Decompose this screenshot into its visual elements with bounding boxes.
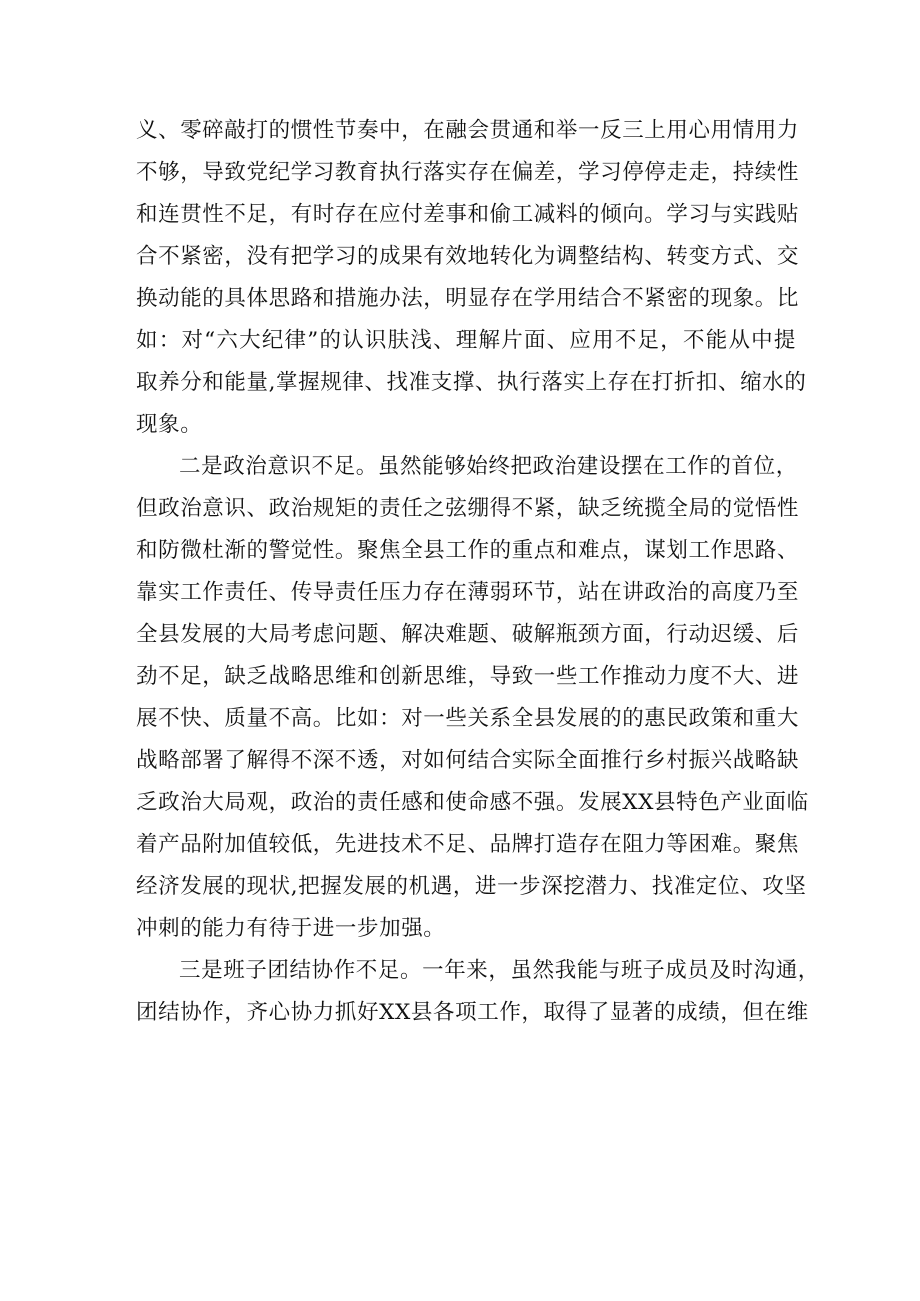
text-line: 靠实工作责任、传导责任压力存在薄弱环节，站在讲政治的高度乃至 [136,580,800,605]
paragraph-1 [136,110,807,446]
text-line: 劲不足，缺乏战略思维和创新思维，导致一些工作推动力度不大、进 [136,664,800,689]
text-line: 和防微杜渐的警觉性。聚焦全县工作的重点和难点，谋划工作思路、 [136,538,800,563]
text-line: 不够，导致党纪学习教育执行落实存在偏差，学习停停走走，持续性 [136,160,800,185]
text-line: 团结协作，齐心协力抓好XX县各项工作，取得了显著的成绩，但在维 [136,1000,809,1025]
text-line: 冲刺的能力有待于进一步加强。 [136,916,446,941]
text-line: 战略部署了解得不深不透，对如何结合实际全面推行乡村振兴战略缺 [136,748,800,773]
text-line: 和连贯性不足，有时存在应付差事和偷工减料的倾向。学习与实践贴 [136,202,800,227]
text-line: 三是班子团结协作不足。一年来，虽然我能与班子成员及时沟通， [179,958,820,983]
text-line: 但政治意识、政治规矩的责任之弦绷得不紧，缺乏统揽全局的觉悟性 [136,496,800,521]
text-line: 取养分和能量,掌握规律、找准支撑、执行落实上存在打折扣、缩水的 [136,370,807,395]
body-text [136,110,820,1034]
text-line: 着产品附加值较低，先进技术不足、品牌打造存在阻力等困难。聚焦 [136,832,800,857]
text-line: 合不紧密，没有把学习的成果有效地转化为调整结构、转变方式、交 [136,244,800,269]
text-line: 现象。 [136,412,203,437]
text-line: 全县发展的大局考虑问题、解决难题、破解瓶颈方面，行动迟缓、后 [136,622,800,647]
text-line: 展不快、质量不高。比如：对一些关系全县发展的的惠民政策和重大 [136,706,800,731]
text-line: 义、零碎敲打的惯性节奏中，在融会贯通和举一反三上用心用情用力 [136,118,800,143]
paragraph-3 [136,950,820,1034]
text-line: 换动能的具体思路和措施办法，明显存在学用结合不紧密的现象。比 [136,286,800,311]
text-line: 二是政治意识不足。虽然能够始终把政治建设摆在工作的首位， [179,454,798,479]
text-line: 乏政治大局观，政治的责任感和使命感不强。发展XX县特色产业面临 [136,790,809,815]
paragraph-2 [136,446,809,950]
text-line: 如：对“六大纪律”的认识肤浅、理解片面、应用不足，不能从中提 [136,328,796,353]
text-line: 经济发展的现状,把握发展的机遇，进一步深挖潜力、找准定位、攻坚 [136,874,807,899]
